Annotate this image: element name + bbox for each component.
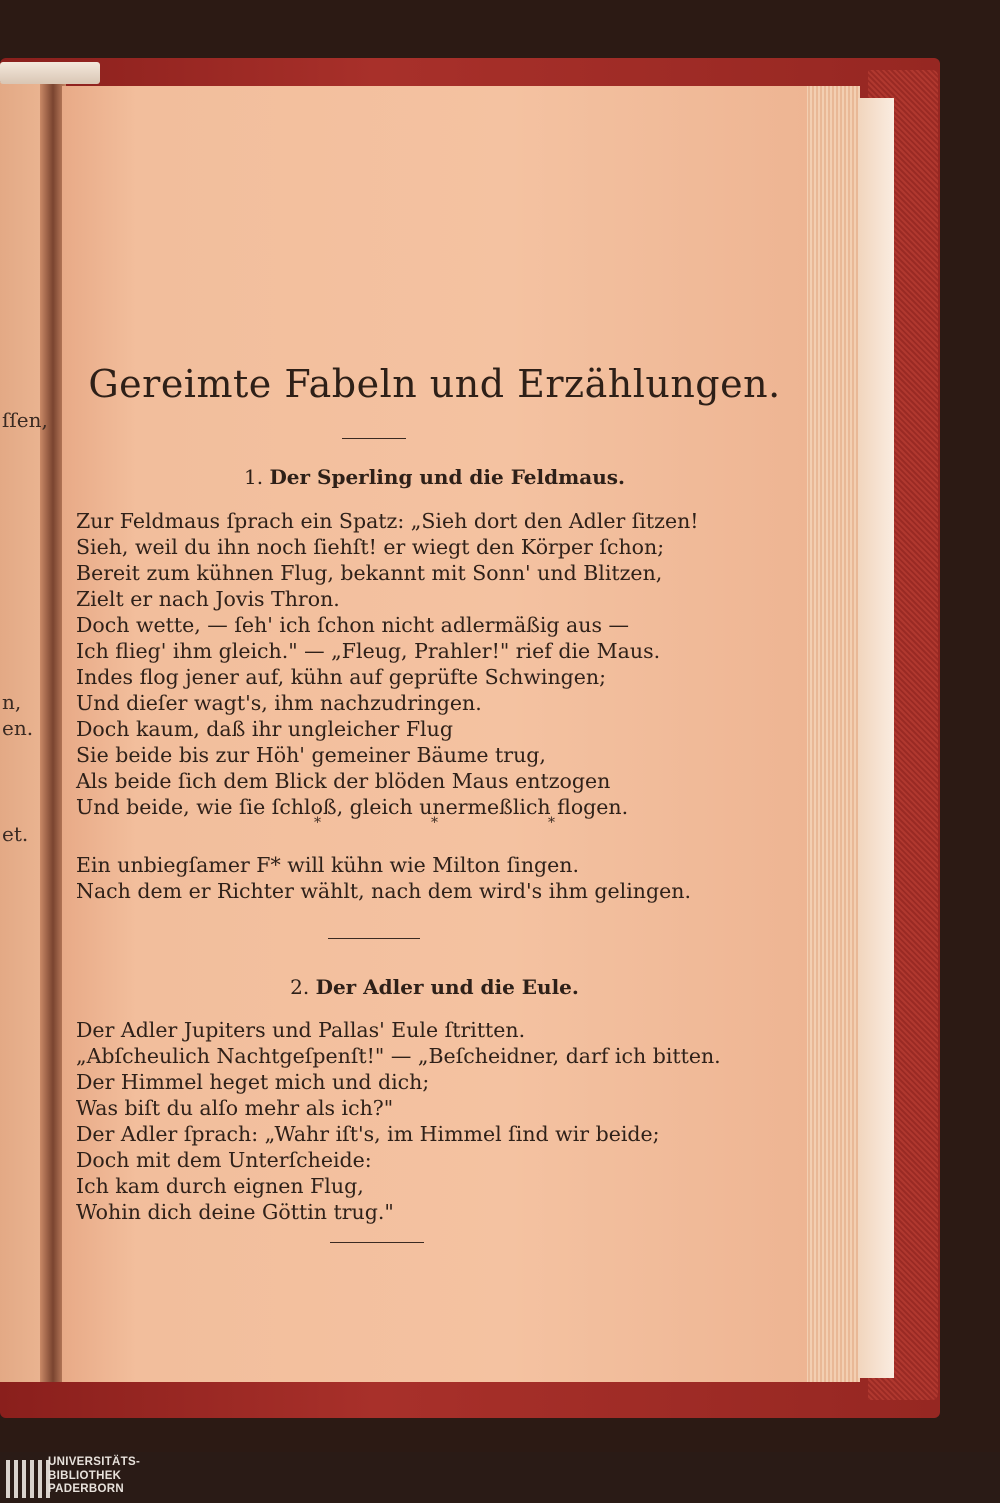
star-separator: * — [431, 815, 438, 831]
verse-line: Ich flieg' ihm gleich." — „Fleug, Prahler!" rief die Maus. — [76, 639, 661, 663]
fable-title: Der Adler und die Eule. — [315, 975, 579, 999]
verse-line: Nach dem er Richter wählt, nach dem wird's ihm gelingen. — [76, 879, 691, 903]
fable-number: 2. — [290, 975, 310, 999]
logo-line: PADERBORN — [48, 1483, 124, 1495]
verse-line: Und dieſer wagt's, ihm nachzudringen. — [76, 691, 482, 715]
margin-fragment: en. — [2, 716, 34, 740]
logo-line: BIBLIOTHEK — [48, 1469, 122, 1482]
margin-fragment: et. — [2, 822, 29, 846]
bookmark-ribbon — [0, 62, 100, 84]
library-footer — [0, 1452, 1000, 1503]
verse-line: Ich kam durch eignen Flug, — [76, 1174, 364, 1198]
verse-line: Und beide, wie ſie ſchloß, gleich unermeßlich flogen. — [76, 795, 629, 819]
verse-line: Was biſt du alſo mehr als ich?" — [76, 1096, 394, 1120]
verse-line: Doch wette, — ſeh' ich ſchon nicht adlermäßig aus — — [76, 613, 630, 637]
page-edges — [800, 86, 860, 1382]
verse-line: Indes flog jener auf, kühn auf geprüfte Schwingen; — [76, 665, 607, 689]
verse-line: Sieh, weil du ihn noch ſiehſt! er wiegt den Körper ſchon; — [76, 535, 665, 559]
verse-line: Der Adler Jupiters und Pallas' Eule ſtritten. — [76, 1018, 526, 1042]
verse-line: „Abſcheulich Nachtgeſpenſt!" — „Beſcheidner, darf ich bitten. — [76, 1044, 721, 1068]
star-separator: * — [314, 815, 321, 831]
verse-line: Zur Feldmaus ſprach ein Spatz: „Sieh dort den Adler ſitzen! — [76, 509, 699, 533]
verse-line: Ein unbiegſamer F* will kühn wie Milton ſingen. — [76, 853, 580, 877]
fable-heading — [62, 465, 807, 489]
verse-line: Wohin dich deine Göttin trug." — [76, 1200, 394, 1224]
section-divider — [328, 938, 420, 939]
page-title: Gereimte Fabeln und Erzählungen. — [88, 362, 781, 406]
library-logo-icon — [6, 1460, 50, 1498]
page-edges-inner — [858, 98, 894, 1378]
fable-number: 1. — [244, 465, 264, 489]
margin-fragment: n, — [2, 690, 22, 714]
fable-epilogue — [76, 852, 706, 904]
section-stars — [62, 815, 807, 831]
verse-line: Bereit zum kühnen Flug, bekannt mit Sonn' und Blitzen, — [76, 561, 663, 585]
margin-fragment: ſſen, — [2, 408, 48, 432]
title-divider — [342, 438, 406, 439]
fable-verse — [76, 508, 706, 820]
library-logo-text — [48, 1456, 140, 1497]
logo-line: UNIVERSITÄTS- — [48, 1456, 141, 1468]
verse-line: Der Himmel heget mich und dich; — [76, 1070, 430, 1094]
fable-title: Der Sperling und die Feldmaus. — [269, 465, 625, 489]
fable-verse — [76, 1017, 721, 1225]
star-separator: * — [548, 815, 555, 831]
verse-line: Doch kaum, daß ihr ungleicher Flug — [76, 717, 453, 741]
verse-line: Sie beide bis zur Höh' gemeiner Bäume trug, — [76, 743, 546, 767]
fable-heading — [62, 975, 807, 999]
verse-line: Doch mit dem Unterſcheide: — [76, 1148, 372, 1172]
verse-line: Als beide ſich dem Blick der blöden Maus entzogen — [76, 769, 611, 793]
verse-line: Zielt er nach Jovis Thron. — [76, 587, 340, 611]
verse-line: Der Adler ſprach: „Wahr iſt's, im Himmel ſind wir beide; — [76, 1122, 660, 1146]
end-divider — [330, 1242, 424, 1243]
